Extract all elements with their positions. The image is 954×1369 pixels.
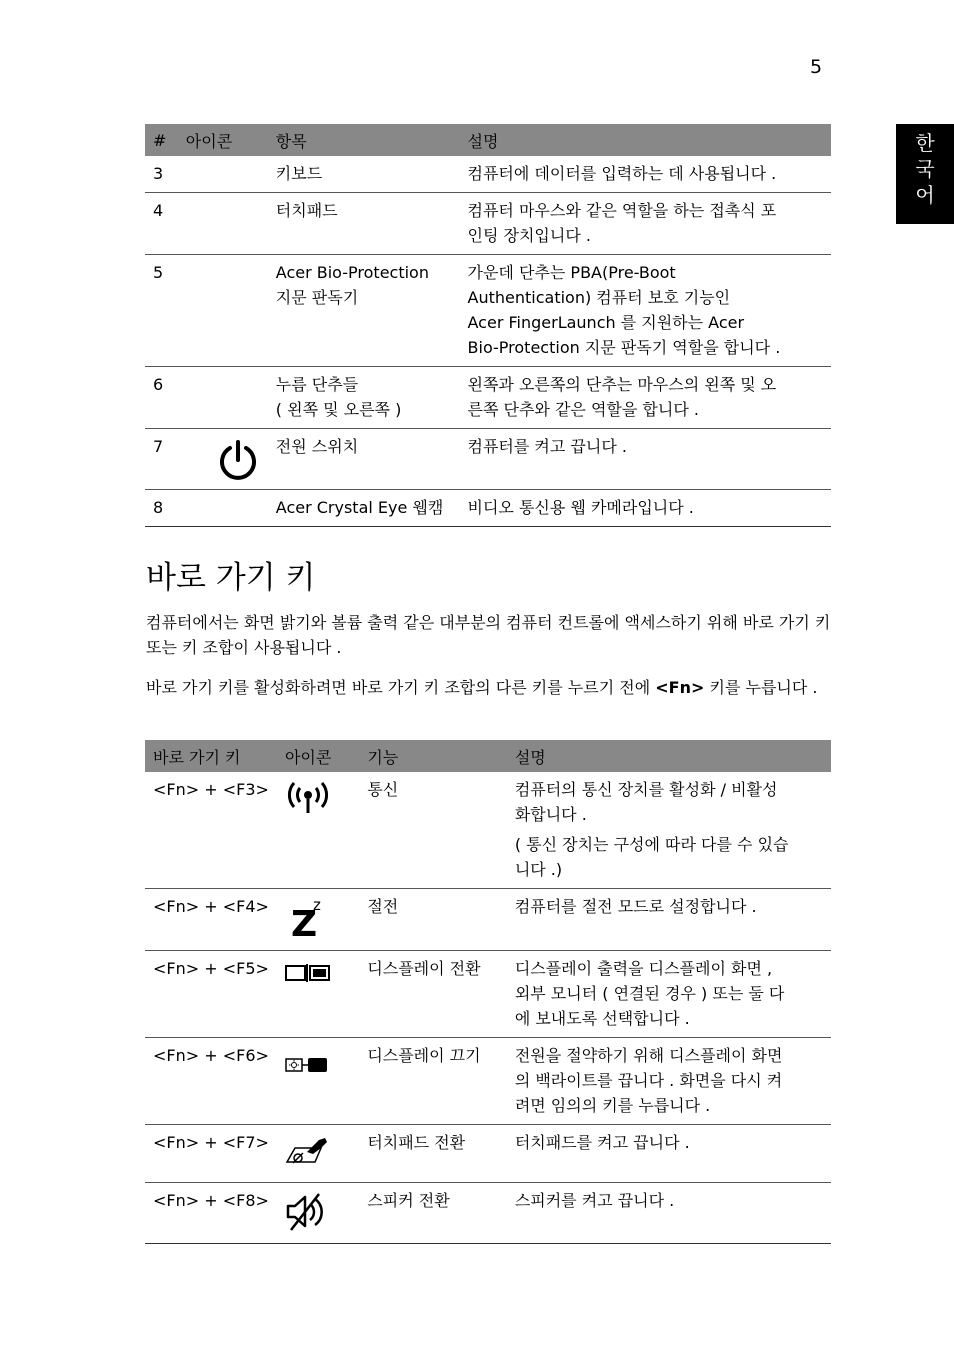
row-function: 디스플레이 끄기 xyxy=(359,1038,507,1125)
row-description xyxy=(460,255,831,367)
item-line: 키보드 xyxy=(275,164,323,183)
row-item xyxy=(268,193,460,255)
description-line: ( 통신 장치는 구성에 따라 다를 수 있습 xyxy=(514,835,789,854)
row-number: 3 xyxy=(145,156,178,193)
column-header-icon: 아이콘 xyxy=(178,124,268,156)
row-item xyxy=(268,429,460,490)
description-line: 가운데 단추는 PBA(Pre-Boot xyxy=(467,263,676,282)
sleep-icon xyxy=(285,894,331,940)
row-icon-cell xyxy=(178,367,268,429)
touchpad-toggle-icon xyxy=(285,1134,331,1166)
row-icon-cell xyxy=(277,1183,359,1244)
hotkey-combo: <Fn> + <F3> xyxy=(145,772,277,889)
table-row xyxy=(145,1125,831,1183)
description-line: 터치패드를 켜고 끕니다 . xyxy=(514,1133,690,1152)
description-line: 른쪽 단추와 같은 역할을 합니다 . xyxy=(467,400,699,419)
column-header-number: # xyxy=(145,124,178,156)
row-function: 스피커 전환 xyxy=(359,1183,507,1244)
description-note xyxy=(515,832,823,882)
row-icon-cell xyxy=(277,772,359,889)
row-number: 4 xyxy=(145,193,178,255)
row-description xyxy=(460,193,831,255)
hotkey-combo: <Fn> + <F6> xyxy=(145,1038,277,1125)
item-line: 지문 판독기 xyxy=(275,288,359,307)
row-icon-cell xyxy=(178,490,268,527)
row-icon-cell xyxy=(178,429,268,490)
table-header-row xyxy=(145,740,831,772)
table-row xyxy=(145,1038,831,1125)
table-row xyxy=(145,429,831,490)
item-line: Acer Bio-Protection xyxy=(275,263,429,282)
row-item xyxy=(268,156,460,193)
description-line: 외부 모니터 ( 연결된 경우 ) 또는 둘 다 xyxy=(514,984,785,1003)
sleep-icon-letter: Z xyxy=(290,904,318,940)
row-icon-cell xyxy=(178,255,268,367)
display-off-icon xyxy=(285,1053,331,1077)
description-line: 스피커를 켜고 끕니다 . xyxy=(514,1191,675,1210)
intro-paragraph: 컴퓨터에서는 화면 밝기와 볼륨 출력 같은 대부분의 컴퓨터 컨트롤에 액세스하기 위해 바로 가기 키 또는 키 조합이 사용됩니다 . xyxy=(146,613,831,657)
row-item xyxy=(268,255,460,367)
instruction-text: 바로 가기 키를 활성화하려면 바로 가기 키 조합의 다른 키를 누르기 전에 xyxy=(146,678,656,697)
row-number: 6 xyxy=(145,367,178,429)
row-description xyxy=(460,367,831,429)
description-line: 인팅 장치입니다 . xyxy=(467,226,591,245)
row-description xyxy=(507,889,831,951)
row-description xyxy=(460,156,831,193)
speaker-mute-icon xyxy=(285,1192,331,1232)
section-title: 바로 가기 키 xyxy=(146,560,316,596)
language-tab xyxy=(896,124,954,224)
row-icon-cell xyxy=(277,889,359,951)
row-number: 7 xyxy=(145,429,178,490)
table-row xyxy=(145,951,831,1038)
row-number: 5 xyxy=(145,255,178,367)
row-number: 8 xyxy=(145,490,178,527)
column-header-hotkey: 바로 가기 키 xyxy=(145,740,277,772)
item-line: 전원 스위치 xyxy=(275,437,359,456)
column-header-description: 설명 xyxy=(507,740,831,772)
description-line: 에 보내도록 선택합니다 . xyxy=(514,1009,690,1028)
table-row xyxy=(145,367,831,429)
hotkey-combo: <Fn> + <F5> xyxy=(145,951,277,1038)
row-icon-cell xyxy=(178,156,268,193)
description-line: Bio-Protection 지문 판독기 역할을 합니다 . xyxy=(467,338,781,357)
hotkeys-table xyxy=(145,740,831,1244)
description-line: Authentication) 컴퓨터 보호 기능인 xyxy=(467,288,731,307)
item-line: Acer Crystal Eye 웹캠 xyxy=(275,498,444,517)
row-description xyxy=(507,1125,831,1183)
description-line: 컴퓨터에 데이터를 입력하는 데 사용됩니다 . xyxy=(467,164,777,183)
row-description xyxy=(507,1038,831,1125)
table-row xyxy=(145,772,831,889)
row-function: 통신 xyxy=(359,772,507,889)
row-item xyxy=(268,490,460,527)
description-line: 전원을 절약하기 위해 디스플레이 화면 xyxy=(514,1046,783,1065)
row-description xyxy=(460,429,831,490)
description-line: 컴퓨터의 통신 장치를 활성화 / 비활성 xyxy=(514,780,778,799)
table-row xyxy=(145,255,831,367)
hotkey-combo: <Fn> + <F8> xyxy=(145,1183,277,1244)
row-description xyxy=(507,772,831,889)
table-header-row xyxy=(145,124,831,156)
description-line: 화합니다 . xyxy=(514,805,587,824)
description-line: 컴퓨터 마우스와 같은 역할을 하는 접촉식 포 xyxy=(467,201,777,220)
column-header-function: 기능 xyxy=(359,740,507,772)
row-description xyxy=(507,1183,831,1244)
description-line: 의 백라이트를 끕니다 . 화면을 다시 켜 xyxy=(514,1071,783,1090)
table-row xyxy=(145,490,831,527)
row-function: 디스플레이 전환 xyxy=(359,951,507,1038)
hotkey-combo: <Fn> + <F4> xyxy=(145,889,277,951)
column-header-icon: 아이콘 xyxy=(277,740,359,772)
row-icon-cell xyxy=(277,1125,359,1183)
item-line: 터치패드 xyxy=(275,201,338,220)
language-tab-char: 한 xyxy=(915,131,935,155)
components-table xyxy=(145,124,831,527)
hotkey-combo: <Fn> + <F7> xyxy=(145,1125,277,1183)
description-line: 컴퓨터를 켜고 끕니다 . xyxy=(467,437,627,456)
row-function: 터치패드 전환 xyxy=(359,1125,507,1183)
item-line: ( 왼쪽 및 오른쪽 ) xyxy=(275,400,402,419)
description-line: 비디오 통신용 웹 카메라입니다 . xyxy=(467,498,694,517)
description-line: 왼쪽과 오른쪽의 단추는 마우스의 왼쪽 및 오 xyxy=(467,375,777,394)
row-icon-cell xyxy=(178,193,268,255)
fn-key-label: <Fn> xyxy=(655,678,705,697)
row-description xyxy=(460,490,831,527)
column-header-item: 항목 xyxy=(268,124,460,156)
row-icon-cell xyxy=(277,951,359,1038)
row-item xyxy=(268,367,460,429)
table-row xyxy=(145,1183,831,1244)
language-tab-char: 어 xyxy=(915,183,935,207)
page-number: 5 xyxy=(810,56,823,78)
table-row xyxy=(145,193,831,255)
display-toggle-icon xyxy=(285,960,331,984)
column-header-description: 설명 xyxy=(460,124,831,156)
wireless-icon xyxy=(285,781,331,817)
instruction-text: 키를 누릅니다 . xyxy=(704,678,818,697)
description-line: 려면 임의의 키를 누릅니다 . xyxy=(514,1096,711,1115)
row-icon-cell xyxy=(277,1038,359,1125)
description-line: 디스플레이 출력을 디스플레이 화면 , xyxy=(514,959,773,978)
row-function: 절전 xyxy=(359,889,507,951)
description-line: 컴퓨터를 절전 모드로 설정합니다 . xyxy=(514,897,757,916)
description-line: Acer FingerLaunch 를 지원하는 Acer xyxy=(467,313,745,332)
language-tab-char: 국 xyxy=(915,157,935,181)
table-row xyxy=(145,889,831,951)
row-description xyxy=(507,951,831,1038)
description-line: 니다 .) xyxy=(514,860,563,879)
sleep-icon-letter: z xyxy=(312,896,321,914)
instruction-paragraph xyxy=(146,675,832,700)
item-line: 누름 단추들 xyxy=(275,375,359,394)
table-row xyxy=(145,156,831,193)
power-icon xyxy=(216,438,260,482)
